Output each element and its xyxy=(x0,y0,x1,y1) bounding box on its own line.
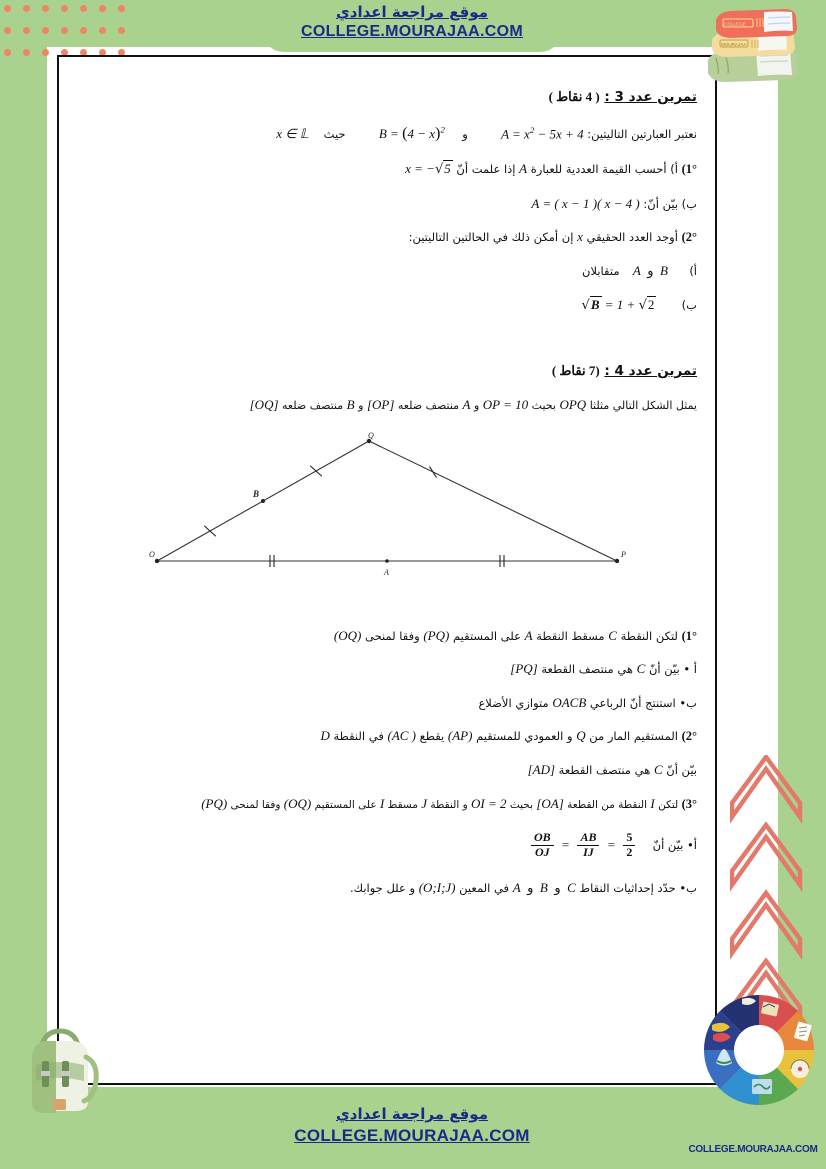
fraction-ab-ij xyxy=(577,831,599,860)
figure-label-p: P xyxy=(621,549,626,559)
exercise-4-q1b-text2: متوازي الأضلاع xyxy=(478,695,549,710)
figure-label-o: O xyxy=(149,549,155,559)
exercise-4-q1a-text2: هي منتصف القطعة xyxy=(541,662,633,677)
exercise-3-q1a-variable: A xyxy=(519,161,528,177)
exercise-3-q2-number: 2°) xyxy=(681,230,697,245)
fraction-ob-oj-numerator: OB xyxy=(531,831,554,846)
decoration-dot xyxy=(23,27,30,34)
exercise-4-q1a-segment: [PQ] xyxy=(510,661,538,677)
exercise-3-where: حيث xyxy=(323,127,346,141)
fraction-five-halves-numerator: 5 xyxy=(623,831,635,846)
fraction-ob-oj-denominator: OJ xyxy=(534,845,550,860)
triangle-name: OPQ xyxy=(559,397,587,413)
exercise-4-intro-mid2: منتصف ضلعه xyxy=(282,399,344,413)
point-a-ref: A xyxy=(524,627,533,643)
decoration-dot xyxy=(61,27,68,34)
exercise-4-q1-text2: مسقط النقطة xyxy=(536,628,605,643)
exercise-4-q3b-text3: و علل جوابك. xyxy=(350,880,416,895)
dot-grid-decoration-icon xyxy=(0,0,130,62)
fraction-ob-oj xyxy=(531,831,554,860)
decoration-dot xyxy=(23,49,30,56)
exercise-3-intro-text: نعتبر العبارتين التاليتين: xyxy=(587,127,697,141)
exercise-4-title xyxy=(77,363,697,379)
figure-label-q: Q xyxy=(368,430,374,440)
equals-sign-1: = xyxy=(561,836,570,852)
exercise-4-q2 xyxy=(77,726,697,746)
exercise-4-q3-text5: مسقط xyxy=(387,798,418,811)
exercise-3-q2a xyxy=(77,261,697,281)
exercise-3-q2b-label: ب) xyxy=(681,297,697,312)
footer-site-name-arabic: موقع مراجعة اعدادي xyxy=(336,1105,488,1123)
decoration-dot xyxy=(4,49,11,56)
exercise-4-q1b-text: استنتج أنّ الرباعي xyxy=(589,695,676,710)
exercise-4-q3b-text: حدّد إحداثيات النقاط xyxy=(579,880,676,895)
footer-site-url: COLLEGE.MOURAJAA.COM xyxy=(294,1126,530,1145)
exercise-4-q2-text3: يقطع xyxy=(419,729,445,744)
watermark-url: COLLEGE.MOURAJAA.COM xyxy=(688,1144,818,1155)
exercise-4-q2-number: 2°) xyxy=(681,729,697,744)
exercise-3-q2a-text: متقابلان xyxy=(582,264,620,279)
svg-text:COLLEGE: COLLEGE xyxy=(724,21,746,27)
exercise-3-q1a-text: أ) أحسب القيمة العددية للعبارة xyxy=(530,162,678,177)
site-name-arabic: موقع مراجعة اعدادي xyxy=(336,3,488,21)
figure-label-a: A xyxy=(384,567,389,577)
exercise-4-intro-and2: و xyxy=(358,399,364,413)
exercise-4-q3a-text: بيّن أنّ xyxy=(652,838,684,853)
exercise-4-q3b-text2: في المعين xyxy=(459,880,510,895)
fraction-ab-ij-denominator: IJ xyxy=(583,845,594,860)
exercise-3-q1b xyxy=(77,194,697,214)
fraction-ab-ij-numerator: AB xyxy=(577,831,599,846)
decoration-dot xyxy=(118,5,125,12)
exercise-3-q2-text: أوجد العدد الحقيقي xyxy=(586,230,678,245)
point-q-ref: Q xyxy=(576,728,586,744)
expression-b: $B = (4 - x)^2$ xyxy=(378,124,445,142)
exercise-4-q3b-points: A و B و C xyxy=(512,879,576,895)
decoration-dot xyxy=(80,27,87,34)
exercise-4-q3-text2: النقطة من القطعة xyxy=(567,798,648,811)
exercise-4-q3-text3: بحيث xyxy=(509,798,534,811)
decoration-dot xyxy=(42,5,49,12)
exercise-4-q3a-equation xyxy=(531,831,635,860)
exercise-4-intro-text: يمثل الشكل التالي مثلثا xyxy=(589,399,697,413)
exercise-4-q2-text: المستقيم المار من xyxy=(589,729,678,744)
chevron-up-decoration-icon xyxy=(730,755,804,1025)
quadrilateral-oacb: OACB xyxy=(552,694,587,710)
exercise-4-q3 xyxy=(77,794,697,814)
exercise-3-q1a xyxy=(77,159,697,180)
exercise-4-q1a xyxy=(77,659,697,679)
books-stack-icon xyxy=(690,2,820,88)
coordinate-frame: (O;I;J) xyxy=(418,879,456,895)
exercise-3-q2a-label: أ) xyxy=(689,264,697,279)
decoration-dot xyxy=(42,27,49,34)
exercise-4-intro-and: و xyxy=(473,399,480,413)
exercise-3-q1-number: 1°) xyxy=(681,162,697,177)
line-oq: (OQ) xyxy=(333,627,362,643)
exercise-4-q1a-point: C xyxy=(636,661,646,677)
segment-ad: [AD] xyxy=(527,762,556,778)
decoration-dot xyxy=(99,5,106,12)
exercise-3-q2 xyxy=(77,227,697,247)
domain-condition: x ∈ 𝕃 xyxy=(276,126,309,141)
exercise-4-q2-text4: في النقطة xyxy=(333,729,384,744)
segment-op: [OP] xyxy=(366,397,395,413)
exercise-4-points: (7 نقاط ) xyxy=(551,363,600,379)
point-c-label: C xyxy=(608,627,617,643)
exercise-3-q2b-expression: √B = 1 + √2 xyxy=(581,296,655,313)
decoration-dot xyxy=(61,5,68,12)
expression-a: $A = x^2 - 5x + 4$ xyxy=(501,124,584,141)
line-pq-ref: (PQ) xyxy=(201,795,228,811)
site-url: COLLEGE.MOURAJAA.COM xyxy=(301,23,523,40)
backpack-icon xyxy=(12,1023,108,1123)
exercise-3-q1b-expression: A = ( x − 1 )( x − 4 ) xyxy=(531,195,640,211)
segment-op-length: OP = 10 xyxy=(482,397,529,413)
exercise-4-q3a-label: أ• xyxy=(687,838,697,853)
exercise-3-conjunction: و xyxy=(462,127,468,141)
exercise-4-q1 xyxy=(77,626,697,646)
exercise-4-q1a-label: أ • xyxy=(683,662,697,677)
school-subjects-wheel-icon xyxy=(700,991,818,1109)
exercise-4-q3b xyxy=(77,878,697,898)
exercise-4-intro-condition: بحيث xyxy=(531,399,556,413)
exercise-4-title-text: تمرين عدد 4 : xyxy=(604,363,697,380)
exercise-3-q2-variable: x xyxy=(577,229,583,245)
equals-sign-2: = xyxy=(607,836,616,852)
point-i-label: I xyxy=(650,795,655,811)
triangle-diagram xyxy=(77,429,697,604)
exercise-4-q2-sub-text: بيّن أنّ xyxy=(666,763,697,778)
line-ap: (AP) xyxy=(447,728,473,744)
worksheet-content xyxy=(59,57,715,1083)
exercise-4-intro-mid1: منتصف ضلعه xyxy=(397,399,460,413)
exercise-3-q1b-text: ب) بيّن أنّ: xyxy=(643,196,697,211)
exercise-3-q2b xyxy=(77,295,697,316)
point-d-label: D xyxy=(320,728,330,744)
exercise-3-title xyxy=(77,89,697,105)
exercise-4-q3-text7: وفقا لمنحى xyxy=(230,798,281,811)
exercise-4-q2-sub-point: C xyxy=(653,762,663,778)
exercise-4-q1-text4: وفقا لمنحى xyxy=(365,628,420,643)
segment-oq: [OQ] xyxy=(249,397,279,413)
point-j-label: J xyxy=(421,795,428,811)
line-ac: (AC ) xyxy=(387,728,417,744)
line-oq-ref: (OQ) xyxy=(283,795,312,811)
decoration-dot xyxy=(42,49,49,56)
decoration-dot xyxy=(23,5,30,12)
footer-branding xyxy=(262,1104,562,1147)
exercise-3-title-text: تمرين عدد 3 : xyxy=(604,89,697,105)
exercise-3-intro xyxy=(77,121,697,145)
exercise-4-q1-number: 1°) xyxy=(681,628,697,643)
decoration-dot xyxy=(4,27,11,34)
point-i-ref: I xyxy=(379,795,385,811)
fraction-five-halves xyxy=(623,831,635,860)
exercise-3-q2-text2: إن أمكن ذلك في الحالتين التاليتين: xyxy=(408,230,574,245)
segment-oi-length: OI = 2 xyxy=(470,795,507,811)
exercise-4-q2-text2: و العمودي للمستقيم xyxy=(476,729,573,744)
exercise-4-q3-text6: على المستقيم xyxy=(314,798,377,811)
exercise-4-q3b-label: ب• xyxy=(679,880,697,895)
exercise-3-points: ( 4 نقاط ) xyxy=(548,89,600,104)
exercise-4-q1a-text: بيّن أنّ xyxy=(648,662,680,677)
line-pq: (PQ) xyxy=(423,627,450,643)
exercise-4-q1b xyxy=(77,693,697,713)
worksheet-page xyxy=(57,55,717,1085)
exercise-3-q1a-value: x = −√5 xyxy=(405,161,451,178)
exercise-4-q2-sub-text2: هي منتصف القطعة xyxy=(558,763,651,778)
exercise-4-q1b-label: ب• xyxy=(679,695,697,710)
exercise-4-q2-sub xyxy=(77,760,697,780)
exercise-4-q1-text: لتكن النقطة xyxy=(620,628,678,643)
exercise-4-intro xyxy=(77,395,697,415)
exercise-3-q1a-condition: إذا علمت أنّ xyxy=(456,162,516,177)
exercise-3-q2a-expression: A و B xyxy=(632,263,668,279)
segment-oa: [OA] xyxy=(536,795,564,811)
fraction-five-halves-denominator: 2 xyxy=(626,845,633,860)
figure-label-b: B xyxy=(253,488,260,499)
exercise-4-q3-number: 3°) xyxy=(681,796,697,811)
decoration-dot xyxy=(99,27,106,34)
decoration-dot xyxy=(80,5,87,12)
exercise-4-q3-text4: و النقطة xyxy=(430,798,468,811)
exercise-4-q3a xyxy=(77,831,697,860)
background-border-left xyxy=(0,0,47,1169)
svg-text:MOURAJAA: MOURAJAA xyxy=(721,42,747,47)
decoration-dot xyxy=(4,5,11,12)
exercise-4-q1-text3: على المستقيم xyxy=(453,628,521,643)
header-branding xyxy=(262,2,562,42)
exercise-4-q3-text: لتكن xyxy=(658,798,679,811)
decoration-dot xyxy=(118,27,125,34)
point-a-label: A xyxy=(462,397,471,413)
point-b-label: B xyxy=(346,397,355,413)
